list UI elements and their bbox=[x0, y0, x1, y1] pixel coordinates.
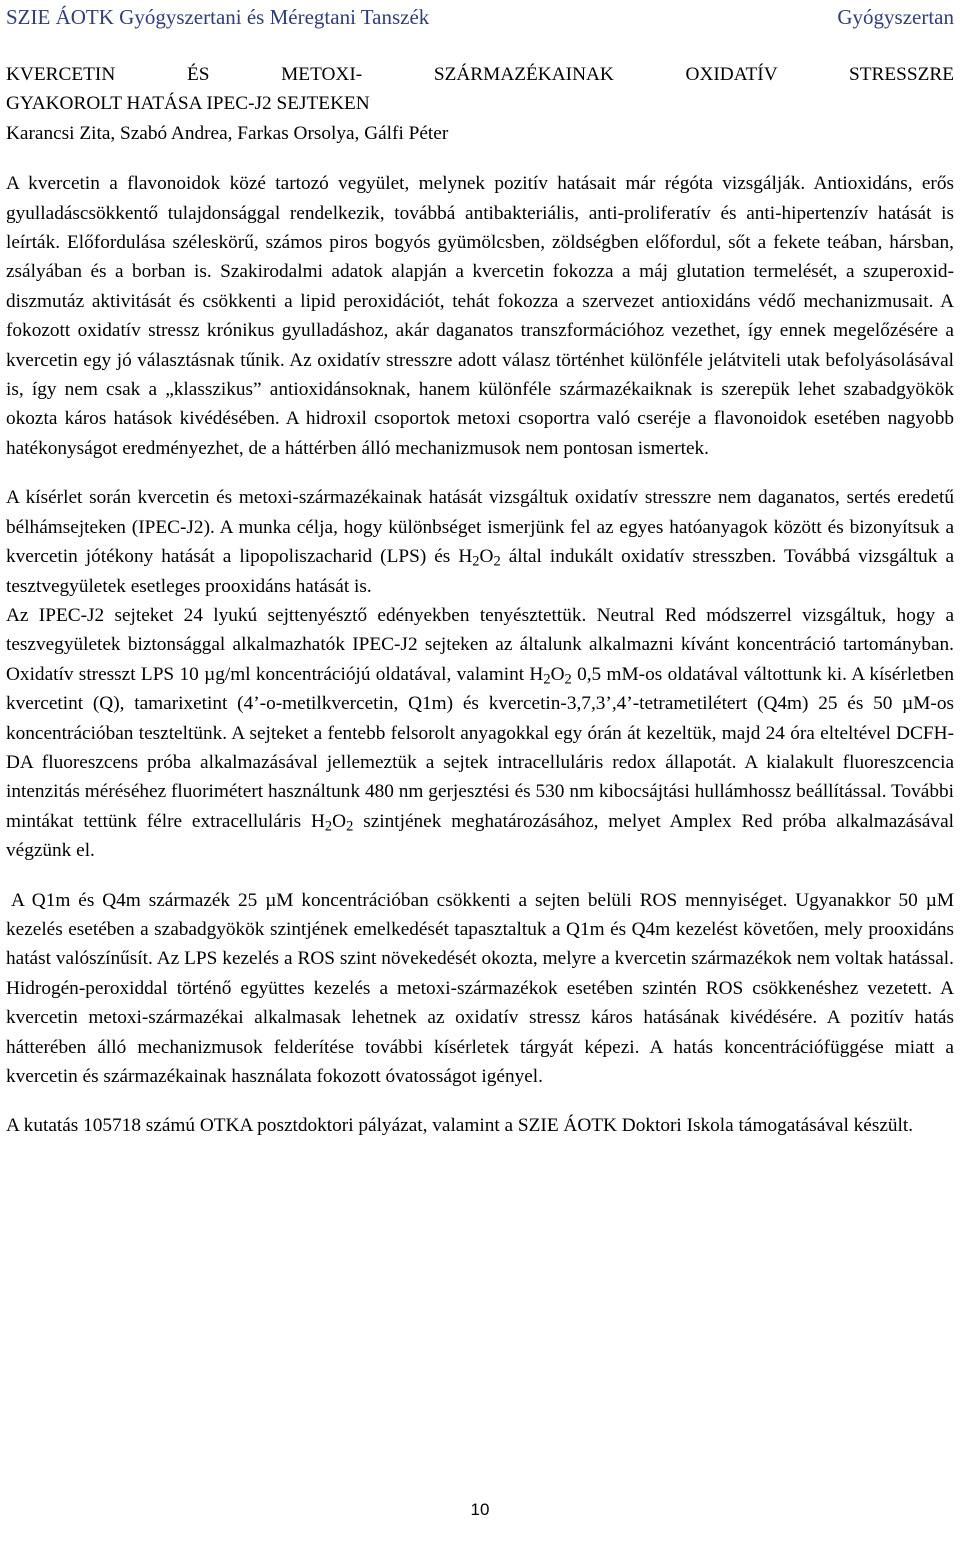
paragraph-acknowledgement: A kutatás 105718 számú OTKA posztdoktori pályázat, valamint a SZIE ÁOTK Doktori Iskola támogatásával készült. bbox=[6, 1115, 914, 1137]
article-title-line-2: GYAKOROLT HATÁSA IPEC-J2 SEJTEKEN bbox=[6, 93, 370, 115]
subscript: 2 bbox=[346, 818, 354, 835]
paragraph-methods bbox=[6, 601, 954, 866]
paragraph-methods-text-d: O bbox=[332, 810, 347, 832]
paragraph-methods-text-a: Az IPEC-J2 sejteket 24 lyukú sejttenyésztő edényekben tenyésztettük. Neutral Red módszerrel vizsgáltuk, hogy a teszvegyületek biztonsággal alkalmazhatók IPEC-J2 sejteken az általunk alkalmazni kívánt koncentráció tartományban. Oxidatív stresszt LPS 10 µg/ml koncentrációjú oldatával, valamint H bbox=[6, 604, 954, 685]
paragraph-aims-text-b: O bbox=[479, 546, 494, 568]
subscript: 2 bbox=[493, 553, 501, 570]
paragraph-aims-text-c: által indukált oxidatív stresszben. Továbbá vizsgáltuk a tesztvegyületek esetleges prooxidáns hatását is. bbox=[6, 546, 955, 597]
subscript: 2 bbox=[564, 671, 572, 688]
paragraph-methods-text-b: O bbox=[550, 663, 565, 685]
article-title-line-1: KVERCETIN ÉS METOXI- SZÁRMAZÉKAINAK OXIDATÍV STRESSZRE bbox=[6, 64, 954, 85]
paragraph-aims-text-a: A kísérlet során kvercetin és metoxi-származékainak hatását vizsgáltuk oxidatív stresszre nem daganatos, sertés eredetű bélhámsejteken (IPEC-J2). A munka célja, hogy különbséget ismerjünk fel az egyes hatóanyagok között és bizonyítsuk a kvercetin jótékony hatását a lipopoliszacharid (LPS) és H bbox=[6, 487, 954, 568]
article-title bbox=[6, 60, 954, 119]
subscript: 2 bbox=[472, 553, 480, 570]
subscript: 2 bbox=[543, 671, 551, 688]
subscript: 2 bbox=[324, 818, 333, 835]
header-institution: SZIE ÁOTK Gyógyszertani és Méregtani Tanszék bbox=[6, 5, 430, 29]
page-header bbox=[6, 5, 954, 35]
header-section-label: Gyógyszertan bbox=[837, 5, 954, 29]
paragraph-results: A Q1m és Q4m származék 25 µM koncentrációban csökkenti a sejten belüli ROS mennyiséget. Ugyanakkor 50 µM kezelés esetében a szabadgyökök szintjének emelkedését tapasztaltuk a Q1m és Q4m kezelést követően, mely prooxidáns hatást valószínűsít. Az LPS kezelés a ROS szint növekedését okozta, melyre a kvercetin származékok nem voltak hatással. Hidrogén-peroxiddal történő együttes kezelés a metoxi-származékok esetében szintén ROS csökkenéshez vezetett. A kvercetin metoxi-származékai alkalmasak lehetnek az oxidatív stressz káros hatásának kivédésére. A pozitív hatás hátterében álló mechanizmusok felderítése további kísérletek tárgyát képezi. A hatás koncentrációfüggése miatt a kvercetin és származékainak használata fokozott óvatosságot igényel. bbox=[6, 889, 954, 1087]
paragraph-methods-text-c: 0,5 mM-os oldatával váltottunk ki. A kísérletben kvercetint (Q), tamarixetint (4’-o-metilkvercetin, Q1m) és kvercetin-3,7,3’,4’-tetrametilétert (Q4m) 25 és 50 µM-os koncentrációban teszteltünk. A sejteket a fentebb felsorolt anyagokkal egy órán át kezeltük, majd 24 óra elteltével DCFH-DA fluoreszcens próba alkalmazásával jellemeztük a sejtek intracelluláris redox állapotát. A kialakult fluoreszcencia intenzitás méréséhez fluorimétert használtunk 480 nm gerjesztési és 530 nm kibocsájtási hullámhossz beállítással. További mintákat tettünk félre extracelluláris H bbox=[6, 663, 954, 832]
paragraph-introduction: A kvercetin a flavonoidok közé tartozó vegyület, melynek pozitív hatásait már régóta vizsgálják. Antioxidáns, erős gyulladáscsökkentő tulajdonsággal rendelkezik, továbbá antibakteriális, anti-proliferatív és anti-hipertenzív hatását is leírták. Előfordulása széleskörű, számos piros bogyós gyümölcsben, zöldségben előfordul, sőt a fekete teában, hársban, zsályában és a borban is. Szakirodalmi adatok alapján a kvercetin fokozza a máj glutation termelését, a szuperoxid-diszmutáz aktivitását és csökkenti a lipid peroxidációt, tehát fokozza a szervezet antioxidáns védő mechanizmusait. A fokozott oxidatív stressz krónikus gyulladáshoz, akár daganatos transzformációhoz vezethet, így ennek megelőzésére a kvercetin egy jó választásnak tűnik. Az oxidatív stresszre adott válasz történhet különféle jelátviteli utak befolyásolásával is, így nem csak a „klasszikus” antioxidánsoknak, hanem különféle származékaiknak is szerepük lehet szabadgyökök okozta káros hatások kivédésében. A hidroxil csoportok metoxi csoportra való cseréje a flavonoidok esetében nagyobb hatékonyságot eredményezhet, de a háttérben álló mechanizmusok nem pontosan ismertek. bbox=[6, 173, 954, 459]
paragraph-methods-text-e: szintjének meghatározásához, melyet Amplex Red próba alkalmazásával végzünk el. bbox=[6, 810, 954, 862]
authors: Karancsi Zita, Szabó Andrea, Farkas Orsolya, Gálfi Péter bbox=[6, 122, 449, 144]
paragraph-aims bbox=[6, 483, 954, 601]
page-number: 10 bbox=[470, 1500, 490, 1519]
article-body bbox=[6, 60, 954, 1141]
